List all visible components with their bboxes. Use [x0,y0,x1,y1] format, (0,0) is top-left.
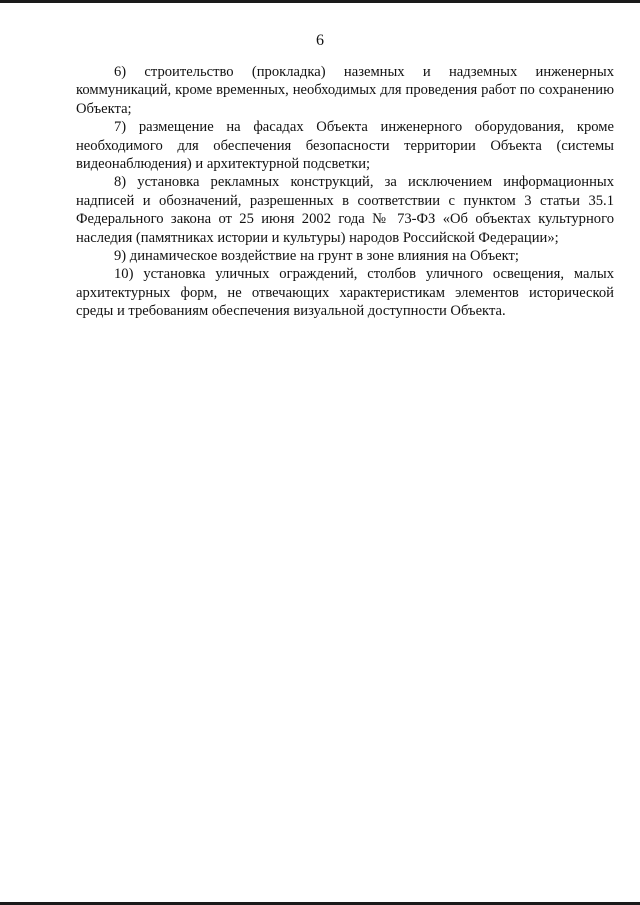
document-body [76,63,614,321]
list-item-7: 7) размещение на фасадах Объекта инженерного оборудования, кроме необходимого для обеспечения безопасности территории Объекта (системы видеонаблюдения) и архитектурной подсветки; [76,119,614,173]
page-number: 6 [316,32,324,49]
list-item-8: 8) установка рекламных конструкций, за исключением информационных надписей и обозначений, разрешенных в соответствии с пунктом 3 статьи 35.1 Федерального закона от 25 июня 2002 года № 73-ФЗ «Об объектах культурного наследия (памятниках истории и культуры) народов Российской Федерации»; [76,174,614,246]
scan-top-edge [0,0,640,3]
list-item-10: 10) установка уличных ограждений, столбов уличного освещения, малых архитектурных форм, не отвечающих характеристикам элементов исторической среды и требованиям обеспечения визуальной доступности Объекта. [76,266,614,320]
list-item-6: 6) строительство (прокладка) наземных и надземных инженерных коммуникаций, кроме временных, необходимых для проведения работ по сохранению Объекта; [76,64,614,117]
list-item-9: 9) динамическое воздействие на грунт в зоне влияния на Объект; [114,248,519,265]
